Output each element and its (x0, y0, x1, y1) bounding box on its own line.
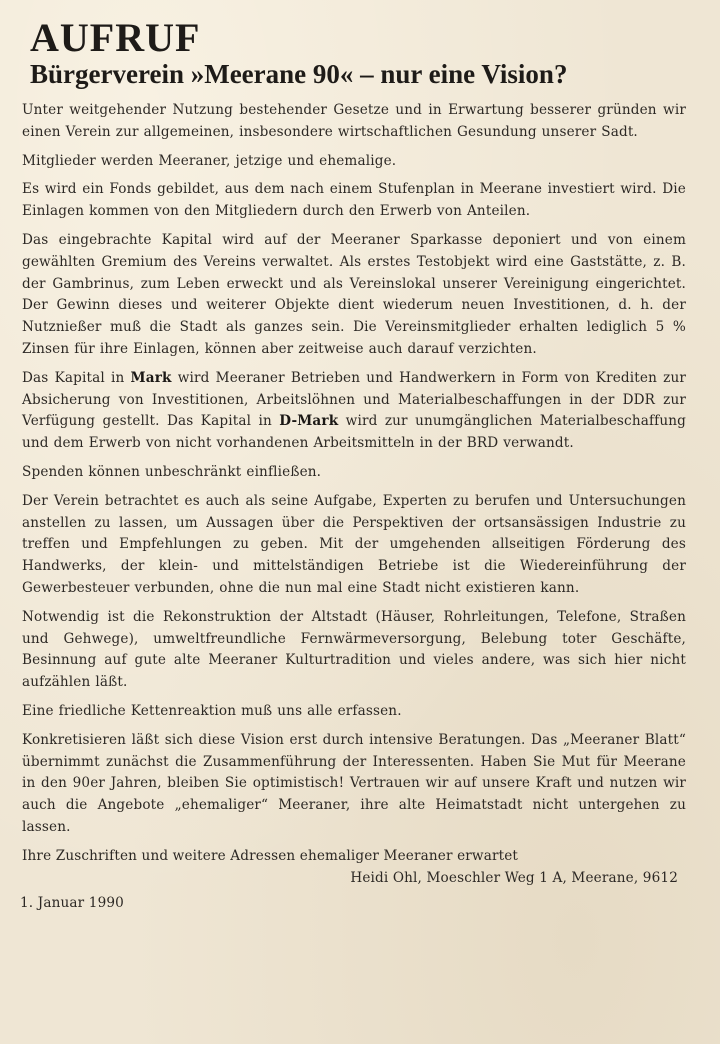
paragraph-text: wird Meeraner Betrieben und Handwerkern in Form von Krediten zur Absicherung von Investitionen, Arbeitslöhnen und Materialbeschaffungen in der DDR zur Verfügung gestellt. Das Kapital in (22, 369, 686, 430)
paragraph-text: wird zur unumgänglichen Materialbeschaffung und dem Erwerb von nicht vorhandenen Arbeitsmitteln in der BRD verwandt. (22, 413, 686, 452)
body-paragraph (22, 701, 686, 723)
document-page (20, 15, 690, 1024)
document-subtitle: Bürgerverein »Meerane 90« – nur eine Vision? (30, 59, 568, 89)
body-paragraph (22, 462, 686, 484)
body-paragraph (22, 730, 686, 839)
paragraph-list (22, 100, 686, 839)
document-date: 1. Januar 1990 (20, 895, 124, 912)
body-paragraph (22, 151, 686, 173)
document-title: AUFRUF (30, 15, 201, 60)
body-paragraph (22, 368, 686, 455)
paragraph-text: Unter weitgehender Nutzung bestehender Gesetze und in Erwartung besserer gründen wir einen Verein zur allgemeinen, insbesondere wirtschaftlichen Gesundung unserer Sadt. (22, 102, 686, 140)
body-paragraph (22, 491, 686, 600)
body-paragraph (22, 100, 686, 144)
paragraph-text: Der Verein betrachtet es auch als seine Aufgabe, Experten zu berufen und Untersuchungen anstellen zu lassen, um Aussagen über die Perspektiven der ortsansässigen Industrie zu treffen und Empfehlungen zu geben. Mit der umgehenden allseitigen Förderung des Handwerks, der klein- und mittelständigen Betriebe ist die Wiedereinführung der Gewerbesteuer verbunden, ohne die nun mal eine Stadt nicht existieren kann. (22, 492, 686, 596)
emphasized-term: Mark (130, 369, 172, 386)
paragraph-text: Spenden können unbeschränkt einfließen. (22, 463, 322, 480)
document-body (22, 100, 686, 915)
closing-lead: Ihre Zuschriften und weitere Adressen ehemaliger Meeraner erwartet (22, 847, 519, 864)
emphasized-term: D-Mark (279, 413, 339, 430)
paragraph-text: Notwendig ist die Rekonstruktion der Altstadt (Häuser, Rohrleitungen, Telefone, Straßen und Gehwege), umweltfreundliche Fernwärmeversorgung, Belebung toter Geschäfte, Besinnung auf gute alte Meeraner Kulturtradition und vieles andere, was sich hier nicht aufzählen läßt. (22, 608, 686, 691)
paragraph-text: Das Kapital in (22, 369, 131, 386)
paragraph-text: Konkretisieren läßt sich diese Vision erst durch intensive Beratungen. Das „Meeraner Blatt“ übernimmt zunächst die Zusammenführung der Interessenten. Haben Sie Mut für Meerane in den 90er Jahren, bleiben Sie optimistisch! Vertrauen wir auf unsere Kraft und nutzen wir auch die Angebote „ehemaliger“ Meeraner, ihre alte Heimatstadt nicht untergehen zu lassen. (22, 731, 686, 835)
paragraph-text: Mitglieder werden Meeraner, jetzige und ehemalige. (22, 152, 397, 169)
body-paragraph (22, 607, 686, 694)
body-paragraph (22, 179, 686, 223)
paragraph-text: Eine friedliche Kettenreaktion muß uns alle erfassen. (22, 702, 402, 719)
paragraph-text: Das eingebrachte Kapital wird auf der Meeraner Sparkasse deponiert und von einem gewählten Gremium des Vereins verwaltet. Als erstes Testobjekt wird eine Gaststätte, z. B. der Gambrinus, zum Leben erweckt und als Vereinslokal unserer Vereinigung eingerichtet. Der Gewinn dieses und weiterer Objekte dient wiederum neuen Investitionen, d. h. der Nutznießer muß die Stadt als ganzes sein. Die Vereinsmitglieder erhalten lediglich 5 % Zinsen für ihre Einlagen, können aber zeitweise auch darauf verzichten. (22, 231, 686, 357)
body-paragraph (22, 230, 686, 361)
paragraph-text: Es wird ein Fonds gebildet, aus dem nach einem Stufenplan in Meerane investiert wird. Die Einlagen kommen von den Mitgliedern durch den Erwerb von Anteilen. (22, 181, 686, 220)
signature-line: Heidi Ohl, Moeschler Weg 1 A, Meerane, 9612 (350, 869, 678, 886)
